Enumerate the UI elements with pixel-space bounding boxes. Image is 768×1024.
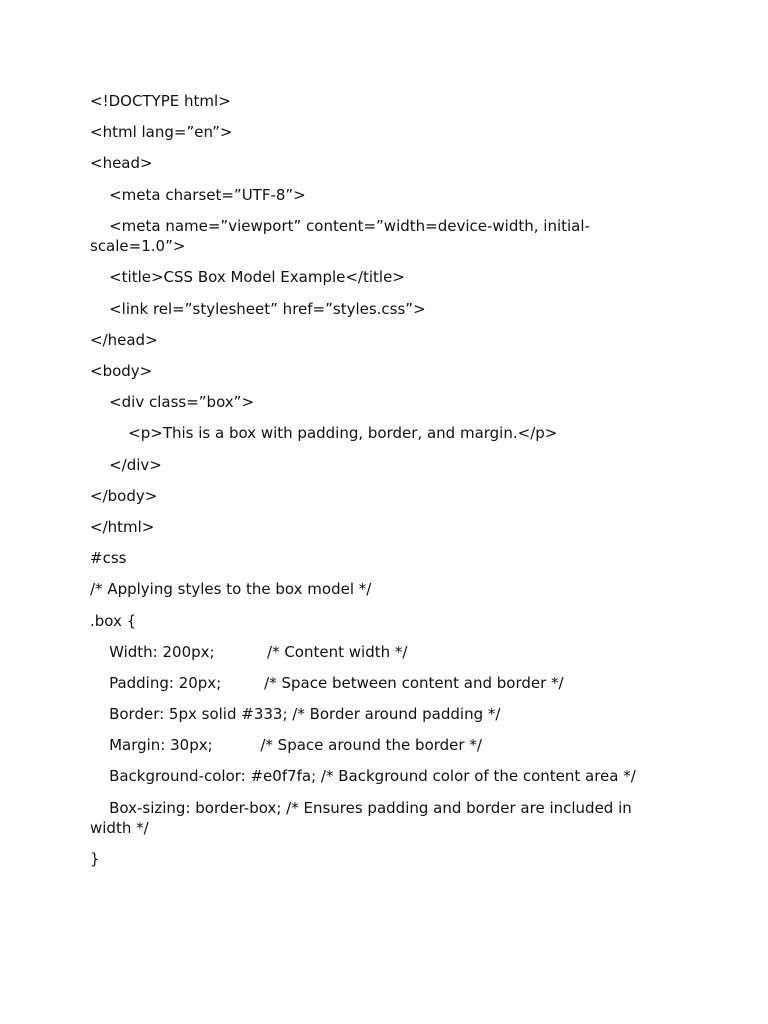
document-page bbox=[90, 91, 650, 881]
text-line: <html lang=”en”> bbox=[90, 123, 233, 142]
text-line: .box { bbox=[90, 611, 137, 630]
text-line: </body> bbox=[90, 486, 158, 505]
text-line: <div class=”box”> bbox=[90, 393, 255, 412]
text-line: <!DOCTYPE html> bbox=[90, 92, 231, 110]
text-line: <link rel=”stylesheet” href=”styles.css”> bbox=[90, 299, 426, 318]
text-line: <body> bbox=[90, 362, 153, 380]
text-line: <head> bbox=[90, 154, 153, 173]
text-line: #css bbox=[90, 549, 127, 568]
text-line: Background-color: #e0f7fa; /* Background color of the content area */ bbox=[90, 767, 636, 786]
text-line: Padding: 20px; /* Space between content and border */ bbox=[90, 673, 564, 692]
text-line: Margin: 30px; /* Space around the border */ bbox=[90, 736, 482, 755]
text-line: <meta name=”viewport” content=”width=device-width, initial-scale=1.0”> bbox=[90, 216, 590, 256]
text-line: Box-sizing: border-box; /* Ensures padding and border are included in width */ bbox=[90, 798, 637, 838]
text-line: /* Applying styles to the box model */ bbox=[90, 580, 372, 599]
text-line: } bbox=[90, 850, 100, 869]
text-line: Width: 200px; /* Content width */ bbox=[90, 642, 408, 661]
text-line: </html> bbox=[90, 517, 155, 536]
text-line: <meta charset=”UTF-8”> bbox=[90, 185, 306, 204]
text-line: <title>CSS Box Model Example</title> bbox=[90, 268, 405, 287]
text-line: <p>This is a box with padding, border, and margin.</p> bbox=[90, 424, 558, 443]
text-line: </div> bbox=[90, 455, 162, 474]
text-line: Border: 5px solid #333; /* Border around padding */ bbox=[90, 705, 501, 724]
text-line: </head> bbox=[90, 330, 158, 349]
